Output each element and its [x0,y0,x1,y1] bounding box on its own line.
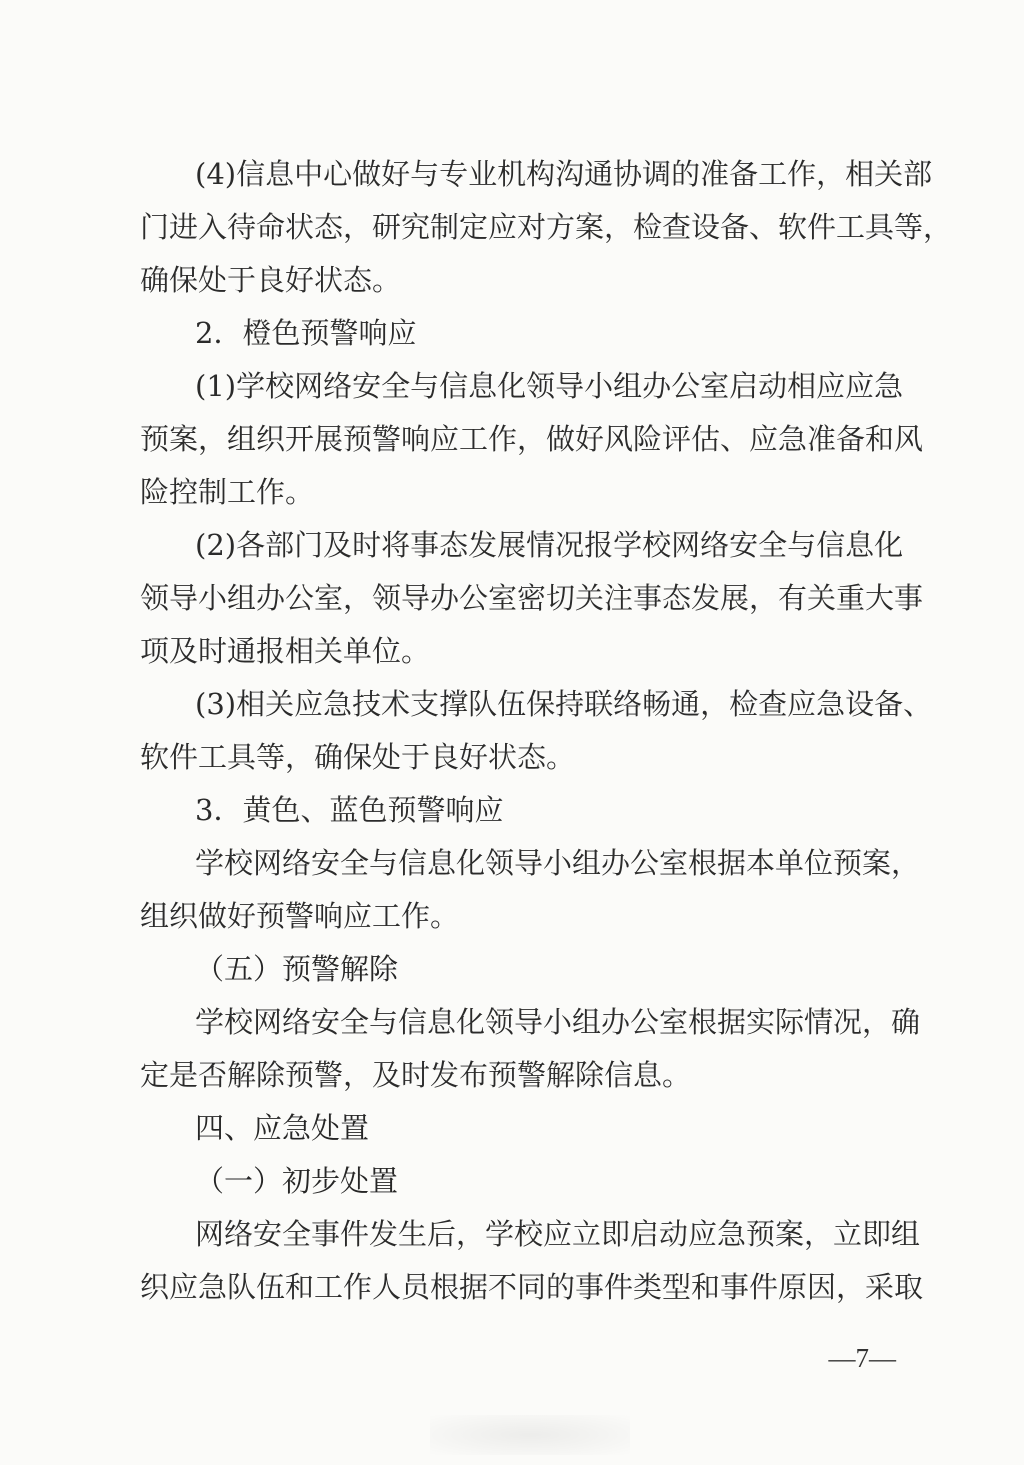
text-line: 网络安全事件发生后，学校应立即启动应急预案，立即组 [195,1217,921,1251]
text-line: (2)各部门及时将事态发展情况报学校网络安全与信息化 [195,528,904,562]
section-heading: 3．黄色、蓝色预警响应 [195,793,504,827]
text-line: 险控制工作。 [140,475,315,509]
subsection-heading: （五）预警解除 [195,952,399,986]
text-line: (3)相关应急技术支撑队伍保持联络畅通，检查应急设备、 [195,687,933,721]
section-heading: 2．橙色预警响应 [195,316,417,350]
text-line: 学校网络安全与信息化领导小组办公室根据实际情况，确 [195,1005,921,1039]
text-line: 学校网络安全与信息化领导小组办公室根据本单位预案， [195,846,921,880]
text-line: (4)信息中心做好与专业机构沟通协调的准备工作，相关部 [195,157,933,191]
text-line: 项及时通报相关单位。 [140,634,431,668]
text-line: 软件工具等，确保处于良好状态。 [140,740,576,774]
chapter-heading: 四、应急处置 [195,1111,370,1145]
scan-artifact [430,1415,630,1455]
text-line: 门进入待命状态，研究制定应对方案，检查设备、软件工具等， [140,210,953,244]
text-line: 确保处于良好状态。 [140,263,402,297]
text-line: 组织做好预警响应工作。 [140,899,460,933]
subsection-heading: （一）初步处置 [195,1164,399,1198]
text-line: 预案，组织开展预警响应工作，做好风险评估、应急准备和风 [140,422,924,456]
text-line: (1)学校网络安全与信息化领导小组办公室启动相应应急 [195,369,904,403]
text-line: 定是否解除预警，及时发布预警解除信息。 [140,1058,692,1092]
page-number: —7— [828,1343,896,1373]
text-line: 织应急队伍和工作人员根据不同的事件类型和事件原因，采取 [140,1270,924,1304]
text-line: 领导小组办公室，领导办公室密切关注事态发展，有关重大事 [140,581,924,615]
